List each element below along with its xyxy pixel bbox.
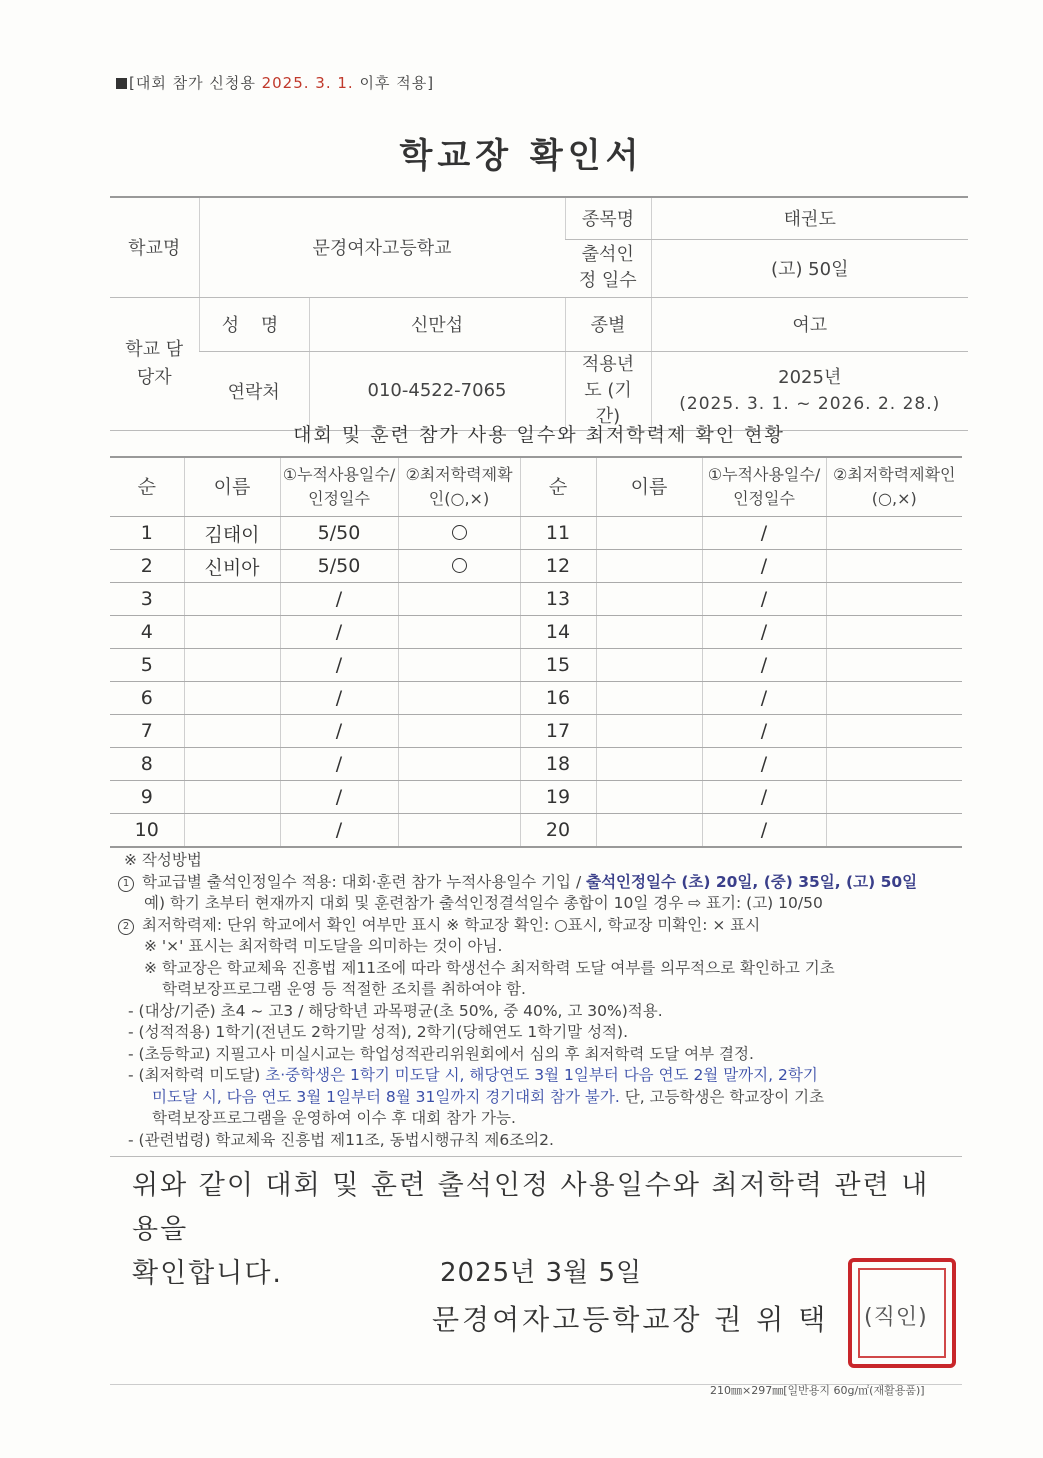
row-no-right: 17 (520, 715, 596, 748)
row-name-right (596, 814, 702, 848)
row-used: / (280, 583, 398, 616)
col-name-header: 이름 (184, 457, 280, 517)
row-name-right (596, 583, 702, 616)
row-used-right: / (702, 649, 826, 682)
header-note: [대회 참가 신청용 2025. 3. 1. 이후 적용] (116, 72, 434, 93)
row-no: 9 (110, 781, 184, 814)
contact-label: 연락처 (199, 351, 309, 430)
attend-label: 출석인정 일수 (565, 239, 651, 297)
year-label: 적용년도 (기간) (565, 351, 651, 430)
row-name (184, 781, 280, 814)
row-check-right (826, 748, 962, 781)
seal-label: (직인) (864, 1305, 928, 1330)
row-check (398, 550, 520, 583)
row-no-right: 13 (520, 583, 596, 616)
row-used: / (280, 748, 398, 781)
row-check-right (826, 715, 962, 748)
name-label: 성 명 (199, 297, 309, 351)
row-name-right (596, 550, 702, 583)
row-no-right: 14 (520, 616, 596, 649)
note-2: 최저학력제: 단위 학교에서 확인 여부만 표시 ※ 학교장 확인: ○표시, 학교장 미확인: × 표시 (142, 915, 761, 934)
circle-mark-icon (452, 525, 467, 540)
row-used-right: / (702, 682, 826, 715)
row-check (398, 649, 520, 682)
col-used-header: ①누적사용일수/인정일수 (280, 457, 398, 517)
col-no-header-right: 순 (520, 457, 596, 517)
row-used-right: / (702, 814, 826, 848)
table-row (110, 781, 962, 814)
row-name (184, 748, 280, 781)
row-no: 7 (110, 715, 184, 748)
year-value: 2025년 (778, 366, 842, 388)
row-used: 5/50 (280, 550, 398, 583)
row-check (398, 517, 520, 550)
note-grade: - (성적적용) 1학기(전년도 2학기말 성적), 2학기(당해연도 1학기말 성적). (128, 1023, 628, 1041)
circled-two-icon: 2 (118, 919, 134, 935)
row-used-right: / (702, 616, 826, 649)
square-bullet-icon (116, 78, 127, 89)
col-name-header-right: 이름 (596, 457, 702, 517)
row-used: / (280, 649, 398, 682)
note-target: - (대상/기준) 초4 ~ 고3 / 해당학년 과목평균(초 50%, 중 40%, 고 30%)적용. (128, 1001, 663, 1020)
row-check (398, 781, 520, 814)
row-used-right: / (702, 517, 826, 550)
note-1-emphasis: 출석인정일수 (초) 20일, (중) 35일, (고) 50일 (586, 872, 918, 891)
row-no-right: 16 (520, 682, 596, 715)
row-used: / (280, 682, 398, 715)
divider (110, 1156, 962, 1157)
type-label: 종별 (565, 297, 651, 351)
name-value: 신만섭 (309, 297, 565, 351)
signer-name: 문경여자고등학교장 권 위 택 (432, 1303, 829, 1336)
table-row (110, 814, 962, 848)
row-name-right (596, 649, 702, 682)
note-2-sub-1: ※ '×' 표시는 최저학력 미도달을 의미하는 것이 아님. (144, 937, 503, 955)
row-check-right (826, 781, 962, 814)
note-1-example: 예) 학기 초부터 현재까지 대회 및 훈련참가 출석인정결석일수 총합이 10일 경우 ⇨ 표기: (고) 10/50 (144, 894, 823, 912)
manager-label: 학교 담당자 (110, 297, 199, 430)
note-elementary: - (초등학교) 지필고사 미실시교는 학업성적관리위원회에서 심의 후 최저학력 도달 여부 결정. (128, 1044, 754, 1063)
table-row (110, 583, 962, 616)
note-min-label: - (최저학력 미도달) (128, 1066, 266, 1084)
row-no-right: 20 (520, 814, 596, 848)
row-name (184, 715, 280, 748)
circle-mark-icon (452, 558, 467, 573)
row-used-right: / (702, 781, 826, 814)
row-name (184, 649, 280, 682)
col-no-header: 순 (110, 457, 184, 517)
row-used: / (280, 814, 398, 848)
row-name-right (596, 517, 702, 550)
note-2-sub-3: 학력보장프로그램 운영 등 적절한 조치를 취하여야 함. (162, 980, 526, 998)
paper-spec: 210㎜×297㎜[일반용지 60g/㎡(재활용품)] (710, 1384, 925, 1397)
col-used-header-right: ①누적사용일수/인정일수 (702, 457, 826, 517)
row-no: 2 (110, 550, 184, 583)
table-row (110, 715, 962, 748)
note-min-text-4: 학력보장프로그램을 운영하여 이수 후 대회 참가 가능. (152, 1109, 516, 1127)
note-2-sub-2: ※ 학교장은 학교체육 진흥법 제11조에 따라 학생선수 최저학력 도달 여부를 의무적으로 확인하고 기초 (144, 958, 835, 977)
row-no: 10 (110, 814, 184, 848)
row-check-right (826, 814, 962, 848)
notes-heading: ※ 작성방법 (124, 851, 202, 869)
row-check (398, 616, 520, 649)
row-no-right: 11 (520, 517, 596, 550)
section-title: 대회 및 훈련 참가 사용 일수와 최저학력제 확인 현황 (293, 424, 785, 446)
row-used: / (280, 781, 398, 814)
row-used-right: / (702, 550, 826, 583)
row-name-right (596, 781, 702, 814)
row-check-right (826, 517, 962, 550)
note-1: 학교급별 출석인정일수 적용: 대회·훈련 참가 누적사용일수 기입 / (142, 872, 587, 891)
table-row (110, 682, 962, 715)
contact-value: 010-4522-7065 (309, 351, 565, 430)
notes (118, 850, 963, 1151)
row-check (398, 583, 520, 616)
row-check-right (826, 550, 962, 583)
row-used: 5/50 (280, 517, 398, 550)
row-check-right (826, 682, 962, 715)
circled-one-icon: 1 (118, 876, 134, 892)
row-check-right (826, 616, 962, 649)
row-no-right: 12 (520, 550, 596, 583)
col-check-header: ②최저학력제확인(○,×) (398, 457, 520, 517)
school-value: 문경여자고등학교 (199, 197, 565, 297)
table-row (110, 649, 962, 682)
table-row (110, 517, 962, 550)
row-check (398, 748, 520, 781)
row-check-right (826, 649, 962, 682)
confirmation-text: 위와 같이 대회 및 훈련 출석인정 사용일수와 최저학력 관련 내용을 확인합니다. (132, 1170, 930, 1289)
row-used-right: / (702, 748, 826, 781)
school-info-table (110, 196, 968, 431)
attendance-table (110, 456, 962, 848)
row-name (184, 814, 280, 848)
row-check (398, 814, 520, 848)
row-no-right: 19 (520, 781, 596, 814)
row-no: 3 (110, 583, 184, 616)
sport-label: 종목명 (565, 197, 651, 239)
row-check (398, 682, 520, 715)
row-check-right (826, 583, 962, 616)
row-used-right: / (702, 715, 826, 748)
table-row (110, 616, 962, 649)
row-name (184, 682, 280, 715)
attend-value: (고) 50일 (651, 239, 968, 297)
row-no-right: 18 (520, 748, 596, 781)
note-min-text-2: 미도달 시, 다음 연도 3월 1일부터 8월 31일까지 경기대회 참가 불가. (152, 1087, 620, 1106)
row-name-right (596, 682, 702, 715)
row-no-right: 15 (520, 649, 596, 682)
row-name (184, 583, 280, 616)
row-used: / (280, 715, 398, 748)
row-used-right: / (702, 583, 826, 616)
issue-date: 2025년 3월 5일 (440, 1258, 643, 1288)
note-min-text: 초·중학생은 1학기 미도달 시, 해당연도 3월 1일부터 다음 연도 2월 말까지, 2학기 (265, 1066, 818, 1084)
note-law: - (관련법령) 학교체육 진흥법 제11조, 동법시행규칙 제6조의2. (128, 1130, 554, 1149)
row-check (398, 715, 520, 748)
row-name-right (596, 616, 702, 649)
row-no: 6 (110, 682, 184, 715)
table-row (110, 748, 962, 781)
note-min-text-3: 단, 고등학생은 학교장이 기초 (619, 1087, 825, 1106)
row-name-right (596, 715, 702, 748)
row-no: 1 (110, 517, 184, 550)
row-name: 김태이 (184, 517, 280, 550)
school-label: 학교명 (110, 197, 199, 297)
row-used: / (280, 616, 398, 649)
row-no: 8 (110, 748, 184, 781)
row-no: 5 (110, 649, 184, 682)
period-value: (2025. 3. 1. ~ 2026. 2. 28.) (679, 393, 941, 414)
row-no: 4 (110, 616, 184, 649)
row-name-right (596, 748, 702, 781)
sport-value: 태권도 (651, 197, 968, 239)
table-row (110, 550, 962, 583)
row-name (184, 616, 280, 649)
row-name: 신비아 (184, 550, 280, 583)
col-check-header-right: ②최저학력제확인(○,×) (826, 457, 962, 517)
document-title: 학교장 확인서 (399, 136, 644, 176)
type-value: 여고 (651, 297, 968, 351)
